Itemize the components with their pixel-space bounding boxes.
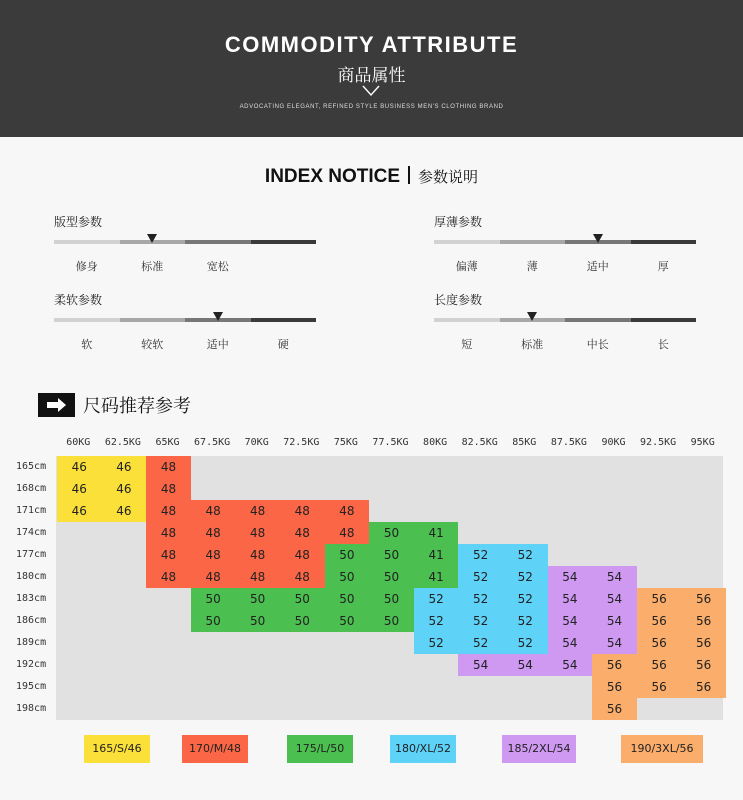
size-cell: 46 [57, 478, 102, 500]
param-label: 厚薄参数 [434, 215, 483, 229]
size-cell: 50 [280, 610, 325, 632]
size-cell: 54 [548, 610, 593, 632]
size-cell: 52 [414, 632, 459, 654]
size-cell: 50 [280, 588, 325, 610]
size-cell: 41 [414, 522, 459, 544]
size-cell: 54 [548, 588, 593, 610]
weight-header: 87.5KG [550, 437, 587, 448]
size-cell: 56 [637, 588, 682, 610]
size-section-heading [38, 392, 191, 418]
weight-header: 92.5KG [640, 437, 677, 448]
size-cell: 56 [681, 610, 726, 632]
param-scale [54, 240, 316, 244]
size-cell: 54 [592, 610, 637, 632]
param-option: 薄 [526, 260, 538, 273]
weight-header: 70KG [244, 437, 269, 448]
param-marker-icon [593, 234, 603, 243]
chevron-down-icon [362, 84, 380, 98]
param-scale [54, 318, 316, 322]
param-option: 标准 [141, 260, 164, 273]
weight-header: 62.5KG [104, 437, 141, 448]
param-option: 厚 [657, 260, 669, 273]
param-option: 偏薄 [455, 260, 478, 273]
size-cell: 46 [102, 456, 147, 478]
size-cell: 48 [191, 522, 236, 544]
weight-header: 80KG [423, 437, 448, 448]
header-subtitle: 商品属性 [337, 66, 406, 86]
param-marker-icon [147, 234, 157, 243]
size-cell: 56 [681, 676, 726, 698]
size-cell: 56 [681, 588, 726, 610]
size-cell: 54 [592, 632, 637, 654]
size-cell: 41 [414, 544, 459, 566]
param-option: 适中 [206, 338, 229, 351]
size-cell: 52 [458, 566, 503, 588]
legend-item: 190/3XL/56 [621, 735, 703, 763]
size-cell: 48 [235, 500, 280, 522]
size-cell: 52 [414, 588, 459, 610]
weight-header: 67.5KG [194, 437, 231, 448]
size-cell: 48 [235, 544, 280, 566]
size-cell: 56 [592, 676, 637, 698]
legend-item: 165/S/46 [84, 735, 150, 763]
size-cell: 50 [325, 588, 370, 610]
size-cell: 56 [681, 654, 726, 676]
size-cell: 52 [458, 632, 503, 654]
size-cell: 48 [191, 544, 236, 566]
size-cell: 56 [592, 698, 637, 720]
size-cell: 54 [592, 588, 637, 610]
size-cell: 48 [191, 566, 236, 588]
size-cell: 48 [146, 566, 191, 588]
height-header: 198cm [16, 703, 47, 714]
height-header: 186cm [16, 615, 47, 626]
param-option: 较软 [141, 338, 164, 351]
param-option: 短 [461, 338, 473, 351]
index-notice-zh: 参数说明 [418, 168, 479, 186]
size-cell: 50 [369, 544, 414, 566]
param-softness [54, 291, 316, 351]
header-banner [0, 0, 743, 137]
height-header: 171cm [16, 505, 47, 516]
size-cell: 48 [146, 522, 191, 544]
param-label: 版型参数 [54, 215, 103, 229]
size-cell: 41 [414, 566, 459, 588]
size-cell: 46 [102, 478, 147, 500]
height-header: 192cm [16, 659, 47, 670]
param-option: 硬 [277, 338, 289, 351]
size-cell: 52 [414, 610, 459, 632]
size-cell: 56 [637, 676, 682, 698]
legend-item: 180/XL/52 [390, 735, 456, 763]
weight-header: 75KG [333, 437, 358, 448]
weight-header: 72.5KG [283, 437, 320, 448]
param-marker-icon [213, 312, 223, 321]
size-cell: 50 [235, 610, 280, 632]
size-cell: 48 [280, 522, 325, 544]
size-cell: 48 [146, 456, 191, 478]
height-header: 177cm [16, 549, 47, 560]
height-header: 195cm [16, 681, 47, 692]
height-header: 189cm [16, 637, 47, 648]
size-cell: 50 [369, 610, 414, 632]
size-cell: 48 [146, 544, 191, 566]
size-cell: 50 [369, 588, 414, 610]
header-tagline: ADVOCATING ELEGANT, REFINED STYLE BUSINESS MEN'S CLOTHING BRAND [239, 104, 504, 110]
size-cell: 48 [280, 566, 325, 588]
size-cell: 54 [503, 654, 548, 676]
size-cell: 52 [503, 632, 548, 654]
size-cell: 50 [325, 610, 370, 632]
size-cell: 56 [637, 654, 682, 676]
size-section-title: 尺码推荐参考 [83, 396, 191, 417]
height-header: 183cm [16, 593, 47, 604]
weight-header: 85KG [512, 437, 537, 448]
legend-item: 175/L/50 [287, 735, 353, 763]
size-cell: 52 [503, 544, 548, 566]
size-cell: 50 [191, 610, 236, 632]
param-option: 软 [81, 338, 93, 351]
height-header: 165cm [16, 461, 47, 472]
param-option [251, 258, 317, 274]
height-header: 168cm [16, 483, 47, 494]
weight-header: 90KG [601, 437, 626, 448]
size-cell: 56 [637, 610, 682, 632]
size-cell: 56 [592, 654, 637, 676]
param-scale [434, 240, 696, 244]
size-cell: 48 [235, 522, 280, 544]
param-option: 中长 [586, 338, 609, 351]
param-marker-icon [527, 312, 537, 321]
param-option: 宽松 [206, 260, 229, 273]
param-label: 长度参数 [434, 293, 483, 307]
size-cell: 48 [191, 500, 236, 522]
size-cell: 52 [458, 610, 503, 632]
height-header: 174cm [16, 527, 47, 538]
param-option: 修身 [75, 260, 98, 273]
size-cell: 48 [235, 566, 280, 588]
size-cell: 50 [235, 588, 280, 610]
size-cell: 50 [191, 588, 236, 610]
size-cell: 50 [325, 544, 370, 566]
size-cell: 46 [57, 500, 102, 522]
param-option: 适中 [586, 260, 609, 273]
size-cell: 50 [369, 566, 414, 588]
size-cell: 46 [102, 500, 147, 522]
size-cell: 52 [503, 588, 548, 610]
size-cell: 50 [369, 522, 414, 544]
size-cell: 48 [146, 478, 191, 500]
legend-item: 185/2XL/54 [502, 735, 576, 763]
size-cell: 48 [325, 500, 370, 522]
divider [408, 166, 410, 184]
weight-header: 95KG [690, 437, 715, 448]
param-fit [54, 213, 316, 273]
index-notice-heading [0, 166, 743, 188]
weight-header: 82.5KG [461, 437, 498, 448]
param-label: 柔软参数 [54, 293, 103, 307]
size-cell: 52 [458, 588, 503, 610]
param-length [434, 291, 696, 351]
param-scale [434, 318, 696, 322]
legend-item: 170/M/48 [182, 735, 248, 763]
size-cell: 54 [548, 654, 593, 676]
size-cell: 48 [280, 500, 325, 522]
size-cell: 52 [503, 566, 548, 588]
weight-header: 77.5KG [372, 437, 409, 448]
weight-header: 60KG [66, 437, 91, 448]
size-cell: 52 [458, 544, 503, 566]
height-header: 180cm [16, 571, 47, 582]
param-thickness [434, 213, 696, 273]
size-cell: 56 [637, 632, 682, 654]
size-cell: 48 [146, 500, 191, 522]
size-cell: 50 [325, 566, 370, 588]
size-cell: 48 [280, 544, 325, 566]
size-cell: 52 [503, 610, 548, 632]
size-cell: 54 [458, 654, 503, 676]
size-cell: 54 [592, 566, 637, 588]
size-cell: 54 [548, 566, 593, 588]
arrow-right-icon [38, 393, 75, 417]
param-option: 长 [657, 338, 669, 351]
index-notice-en: INDEX NOTICE [264, 166, 401, 187]
weight-header: 65KG [155, 437, 180, 448]
size-cell: 56 [681, 632, 726, 654]
size-cell: 48 [325, 522, 370, 544]
size-cell: 54 [548, 632, 593, 654]
param-option: 标准 [521, 338, 544, 351]
header-title: COMMODITY ATTRIBUTE [224, 32, 519, 57]
size-cell: 46 [57, 456, 102, 478]
